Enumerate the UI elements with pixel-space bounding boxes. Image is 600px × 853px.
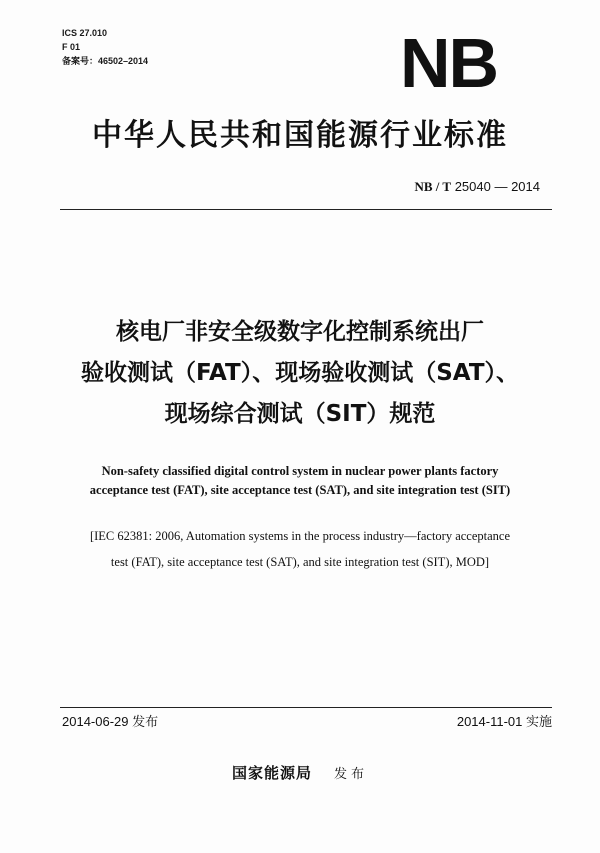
top-divider [60, 209, 552, 210]
issuer [0, 763, 600, 785]
chinese-title-line: 验收测试（FAT）、现场验收测试（SAT）、 [80, 360, 520, 386]
chinese-title-line: 现场综合测试（SIT）规范 [164, 401, 436, 427]
chinese-title [0, 312, 600, 435]
ics-code: ICS 27.010 [62, 28, 108, 38]
iec-reference [0, 523, 600, 575]
english-title-line: acceptance test (FAT), site acceptance test (SAT), and site integration test (SIT) [89, 483, 511, 497]
english-title [0, 462, 600, 500]
issue-date: 2014-06-29 发布 [62, 714, 159, 729]
publish-label: 发布 [334, 767, 369, 782]
chinese-title-line: 核电厂非安全级数字化控制系统出厂 [116, 319, 484, 345]
ccs-code: F 01 [62, 42, 81, 52]
nb-logo: NB [400, 24, 498, 102]
filing-number: 备案号：46502–2014 [62, 56, 149, 66]
issuing-organization: 国家能源局 [231, 764, 312, 782]
standard-number [414, 179, 540, 195]
standard-number-prefix: NB / T [414, 179, 452, 194]
classification-block [62, 26, 148, 68]
iec-reference-line: [IEC 62381: 2006, Automation systems in the process industry—factory acceptance [89, 529, 511, 543]
bottom-divider [60, 707, 552, 708]
iec-reference-line: test (FAT), site acceptance test (SAT), and site integration test (SIT), MOD] [110, 555, 490, 569]
english-title-line: Non-safety classified digital control system in nuclear power plants factory [101, 464, 499, 478]
implementation-date: 2014-11-01 实施 [456, 714, 552, 729]
standard-number-value: 25040 — 2014 [454, 179, 540, 194]
standard-category-title: 中华人民共和国能源行业标准 [92, 118, 508, 153]
